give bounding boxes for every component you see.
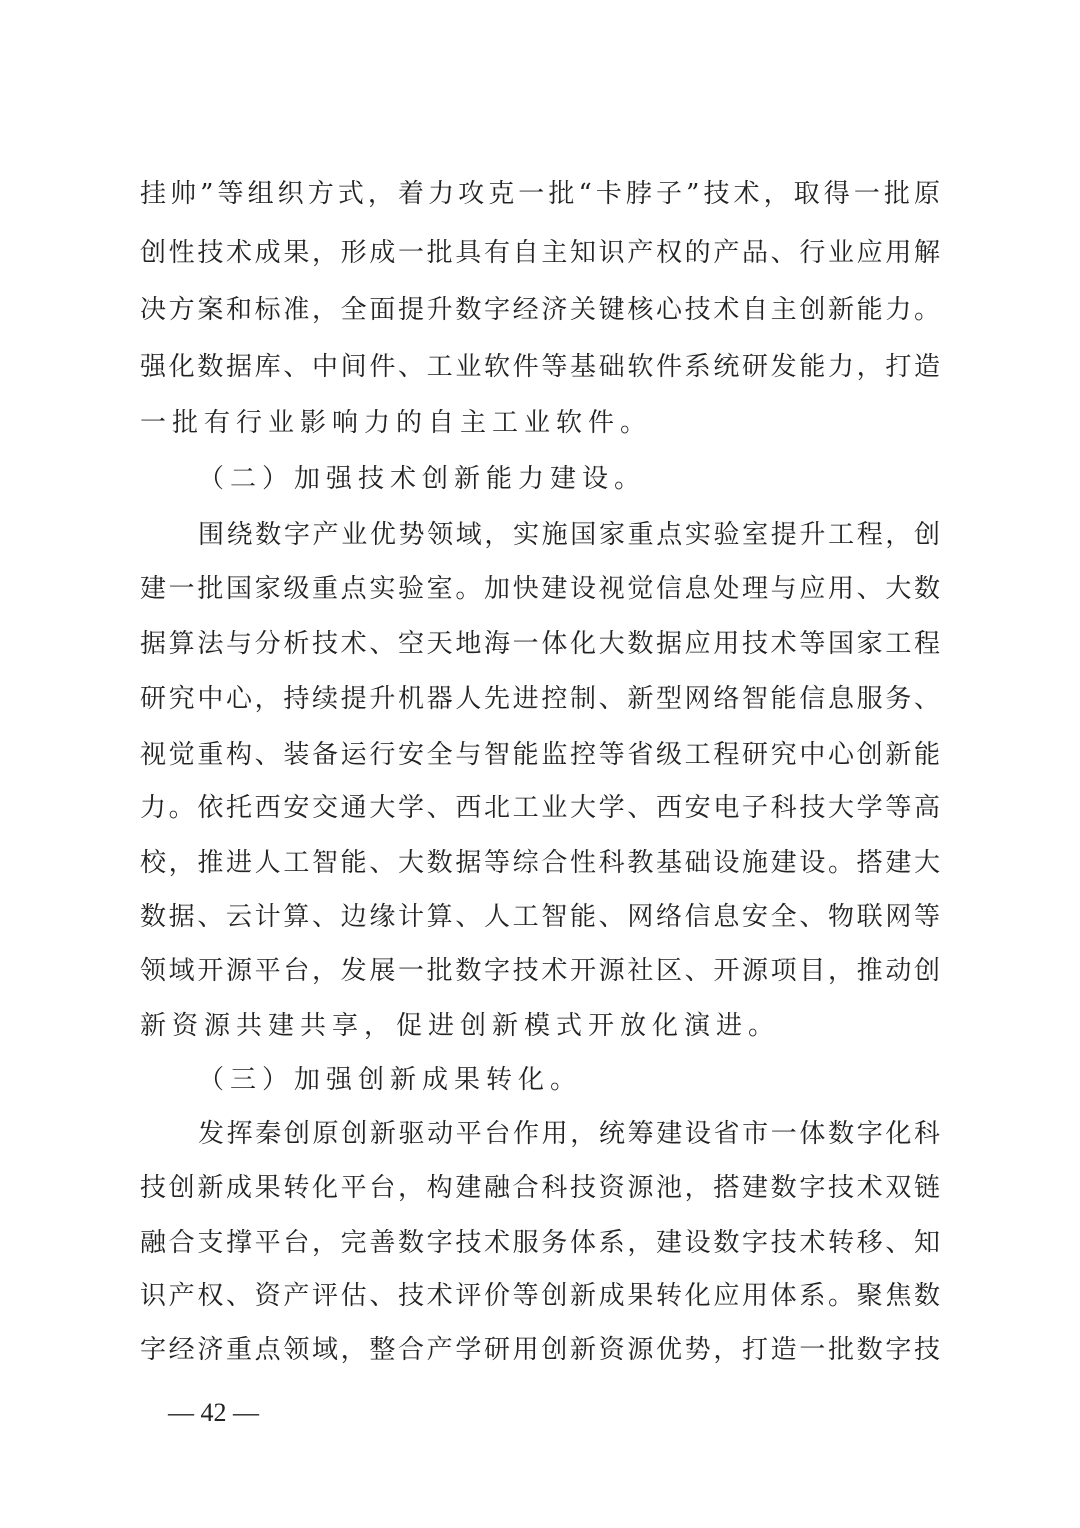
text-line: 识产权、资产评估、技术评价等创新成果转化应用体系。聚焦数 [140,1281,940,1311]
text-line: 视觉重构、装备运行安全与智能监控等省级工程研究中心创新能 [140,740,940,770]
text-line: 校，推进人工智能、大数据等综合性科教基础设施建设。搭建大 [140,848,940,878]
text-line: 领域开源平台，发展一批数字技术开源社区、开源项目，推动创 [140,956,940,986]
text-line: 融合支撑平台，完善数字技术服务体系，建设数字技术转移、知 [140,1228,940,1258]
text-line: 挂帅”等组织方式，着力攻克一批“卡脖子”技术，取得一批原 [140,179,940,209]
text-line: 研究中心，持续提升机器人先进控制、新型网络智能信息服务、 [140,684,940,714]
section-heading-3: （三）加强创新成果转化。 [198,1065,583,1095]
text-line: 决方案和标准，全面提升数字经济关键核心技术自主创新能力。 [140,295,940,325]
section-heading-2: （二）加强技术创新能力建设。 [198,464,647,494]
text-line: 发挥秦创原创新驱动平台作用，统筹建设省市一体数字化科 [198,1119,940,1149]
page-number: — 42 — [168,1398,259,1427]
text-line: 围绕数字产业优势领域，实施国家重点实验室提升工程，创 [198,520,940,550]
text-line: 创性技术成果，形成一批具有自主知识产权的产品、行业应用解 [140,238,940,268]
text-line: 一批有行业影响力的自主工业软件。 [140,408,653,438]
text-line: 强化数据库、中间件、工业软件等基础软件系统研发能力，打造 [140,352,940,382]
text-line: 据算法与分析技术、空天地海一体化大数据应用技术等国家工程 [140,629,940,659]
text-line: 字经济重点领域，整合产学研用创新资源优势，打造一批数字技 [140,1335,940,1365]
text-line: 数据、云计算、边缘计算、人工智能、网络信息安全、物联网等 [140,902,940,932]
text-line: 力。依托西安交通大学、西北工业大学、西安电子科技大学等高 [140,793,940,823]
text-line: 技创新成果转化平台，构建融合科技资源池，搭建数字技术双链 [140,1173,940,1203]
text-line: 建一批国家级重点实验室。加快建设视觉信息处理与应用、大数 [140,574,940,604]
text-line: 新资源共建共享，促进创新模式开放化演进。 [140,1011,781,1041]
